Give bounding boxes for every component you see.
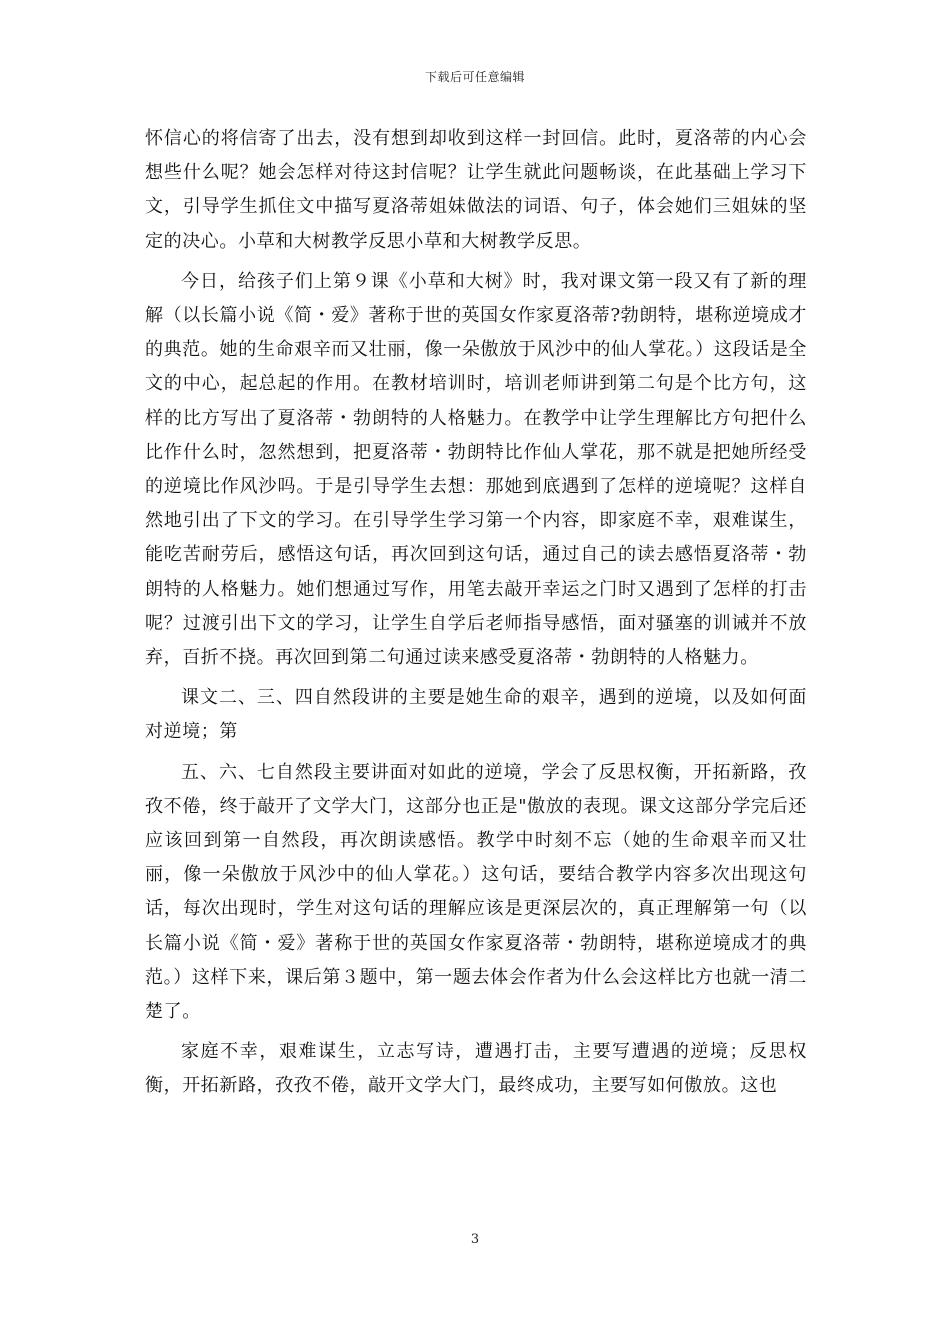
page-number: 3 bbox=[470, 1232, 480, 1247]
document-body bbox=[145, 122, 807, 1110]
paragraph-2: 今日，给孩子们上第９课《小草和大树》时，我对课文第一段又有了新的理解（以长篇小说《简・爱》著称于世的英国女作家夏洛蒂?勃朗特，堪称逆境成才的典范。她的生命艰辛而又壮丽，像一朵傲放于风沙中的仙人掌花。）这段话是全文的中心，起总起的作用。在教材培训时，培训老师讲到第二句是个比方句，这样的比方写出了夏洛蒂・勃朗特的人格魅力。在教学中让学生理解比方句把什么比作什么时，忽然想到，把夏洛蒂・勃朗特比作仙人掌花，那不就是把她所经受的逆境比作风沙吗。于是引导学生去想：那她到底遇到了怎样的逆境呢？这样自然地引出了下文的学习。在引导学生学习第一个内容，即家庭不幸，艰难谋生，能吃苦耐劳后，感悟这句话，再次回到这句话，通过自己的读去感悟夏洛蒂・勃朗特的人格魅力。她们想通过写作，用笔去敲开幸运之门时又遇到了怎样的打击呢？过渡引出下文的学习，让学生自学后老师指导感悟，面对骚塞的训诫并不放弃，百折不挠。再次回到第二句通过读来感受夏洛蒂・勃朗特的人格魅力。 bbox=[145, 270, 807, 669]
paragraph-3: 课文二、三、四自然段讲的主要是她生命的艰辛，遇到的逆境，以及如何面对逆境；第 bbox=[145, 687, 807, 743]
paragraph-5: 家庭不幸，艰难谋生，立志写诗，遭遇打击，主要写遭遇的逆境；反思权衡，开拓新路，孜孜不倦，敲开文学大门，最终成功，主要写如何傲放。这也 bbox=[145, 1041, 807, 1097]
paragraph-1: 怀信心的将信寄了出去，没有想到却收到这样一封回信。此时，夏洛蒂的内心会想些什么呢？她会怎样对待这封信呢？让学生就此问题畅谈，在此基础上学习下文，引导学生抓住文中描写夏洛蒂姐妹做法的词语、句子，体会她们三姐妹的坚定的决心。小草和大树教学反思小草和大树教学反思。 bbox=[145, 128, 807, 252]
page-header-note: 下载后可任意编辑 bbox=[424, 70, 525, 84]
paragraph-4: 五、六、七自然段主要讲面对如此的逆境，学会了反思权衡，开拓新路，孜孜不倦，终于敲开了文学大门，这部分也正是"傲放的表现。课文这部分学完后还应该回到第一自然段，再次朗读感悟。教学中时刻不忘（她的生命艰辛而又壮丽，像一朵傲放于风沙中的仙人掌花。）这句话，要结合教学内容多次出现这句话，每次出现时，学生对这句话的理解应该是更深层次的，真正理解第一句（以长篇小说《简・爱》著称于世的英国女作家夏洛蒂・勃朗特，堪称逆境成才的典范。）这样下来，课后第３题中，第一题去体会作者为什么会这样比方也就一清二楚了。 bbox=[145, 761, 807, 1023]
